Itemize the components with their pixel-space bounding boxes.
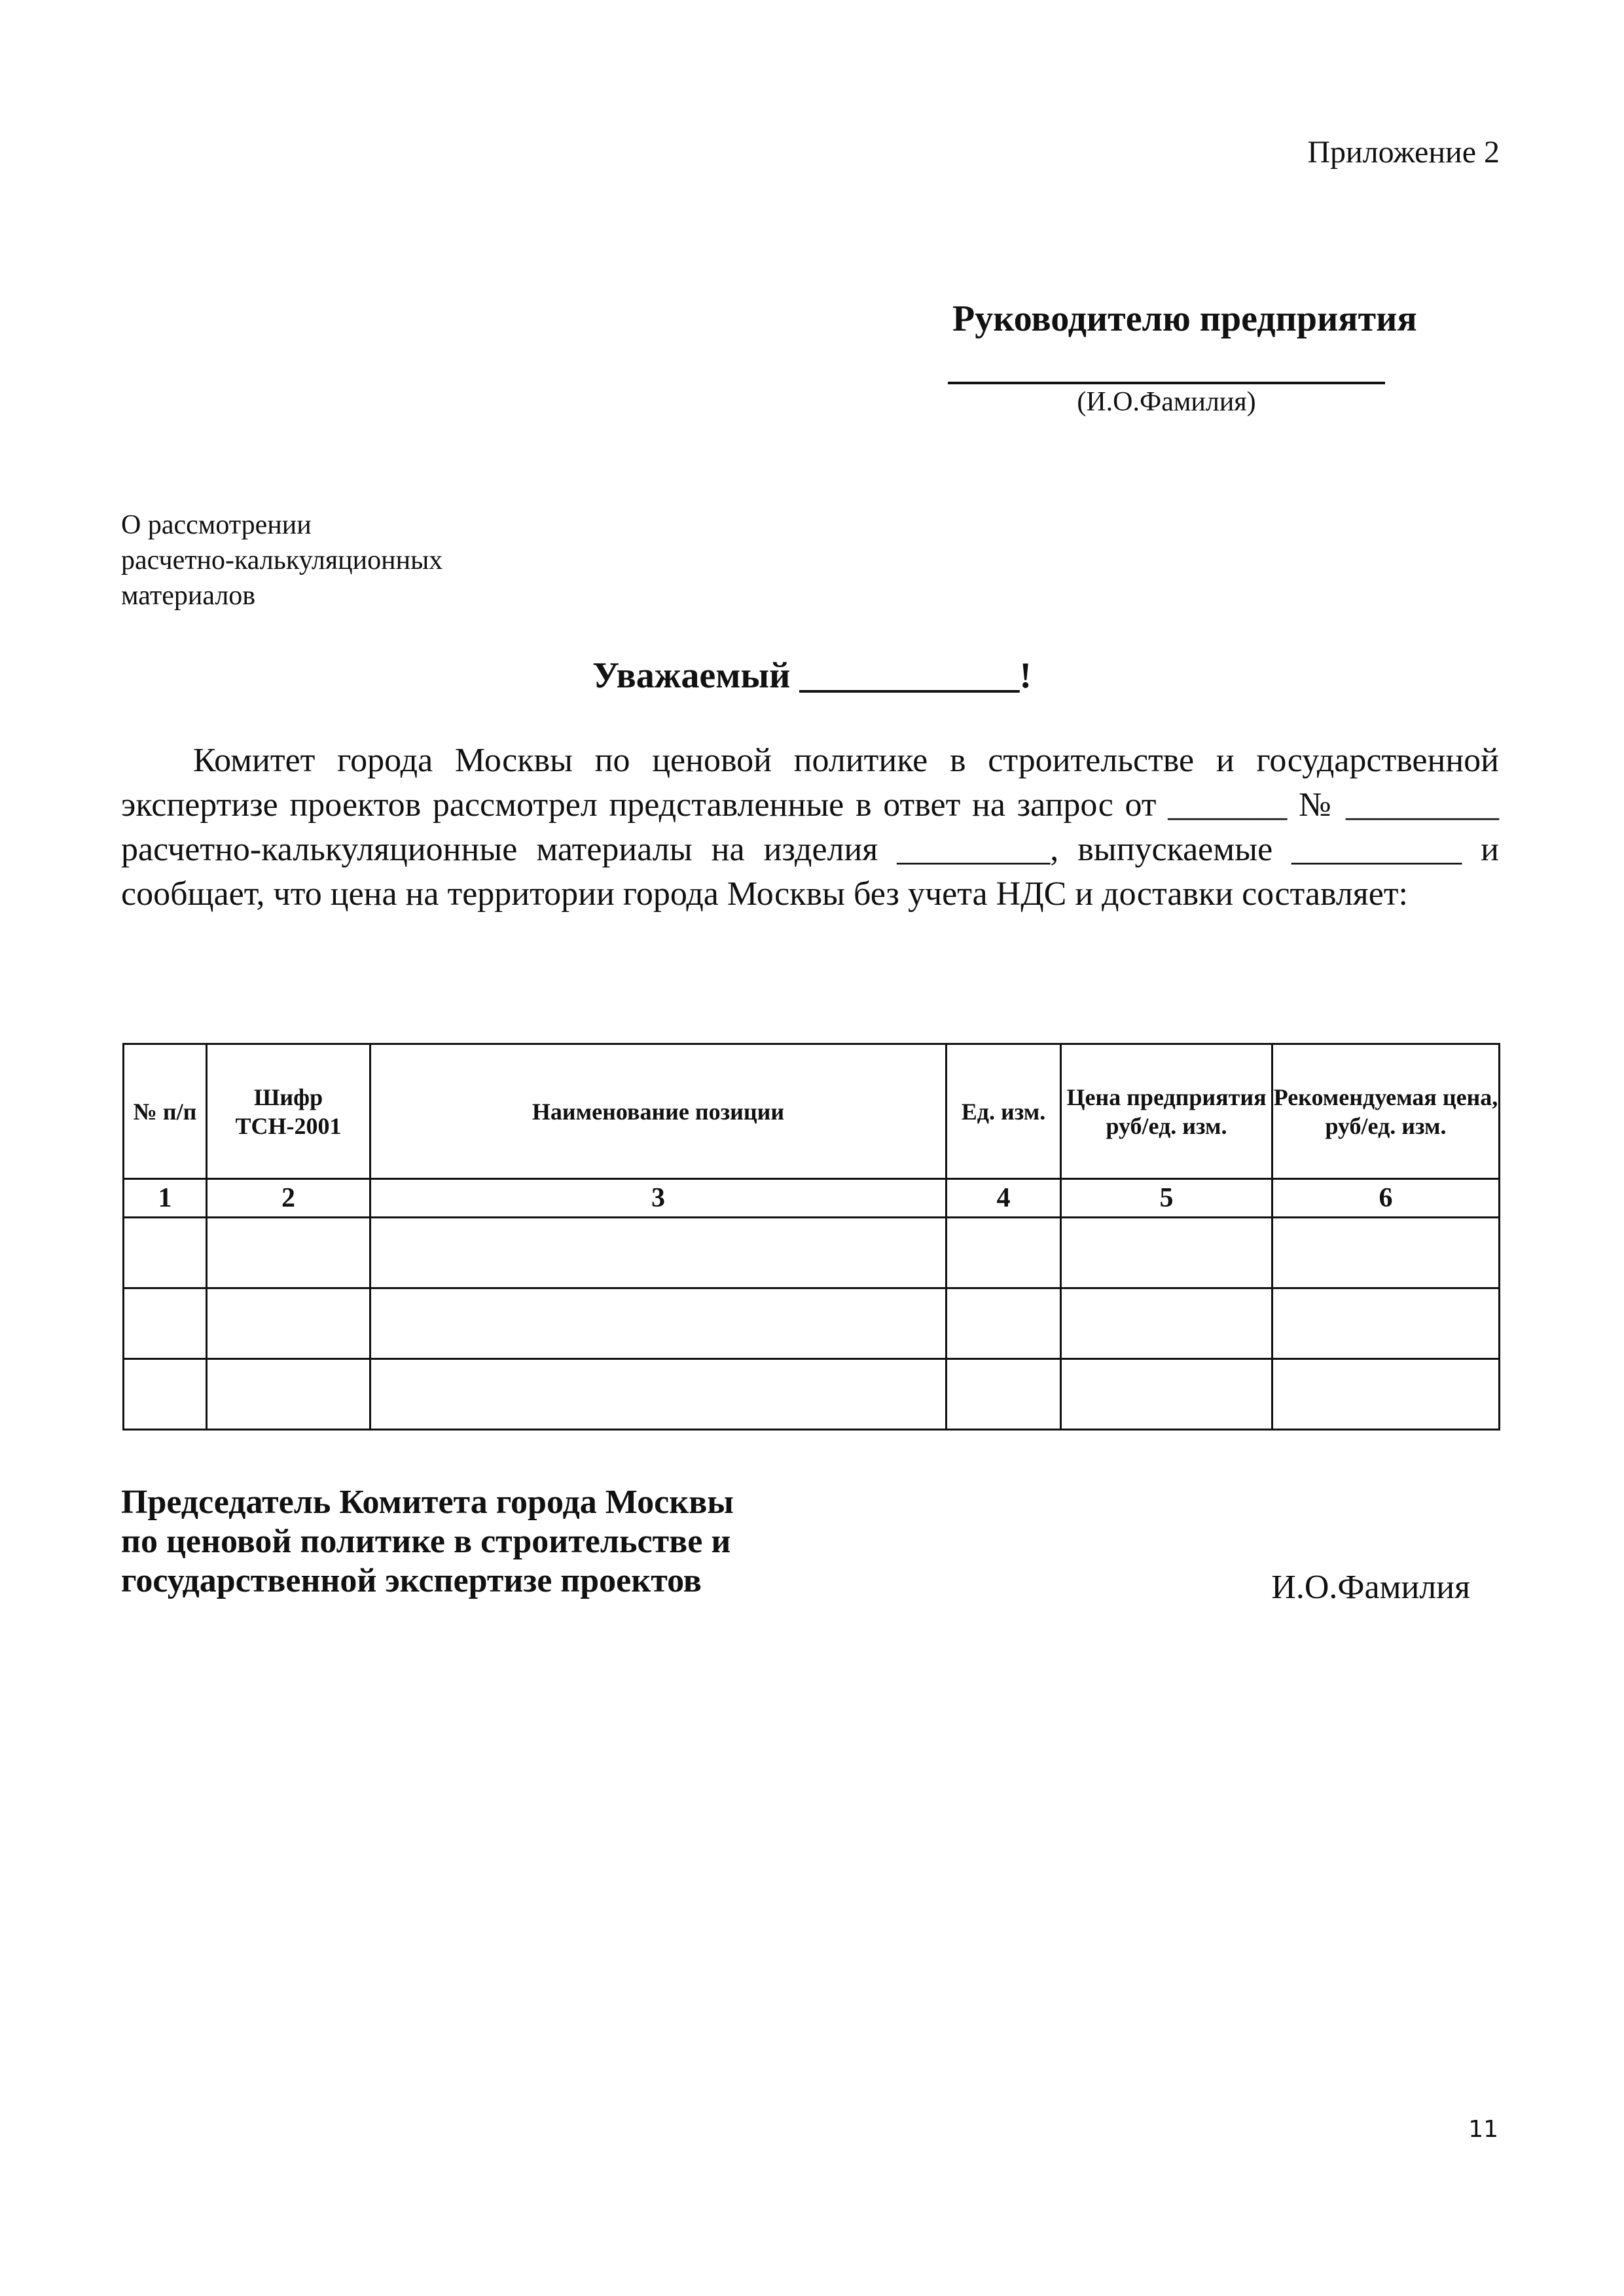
column-number: 5	[1061, 1179, 1272, 1218]
table-cell	[1272, 1218, 1500, 1288]
column-number: 4	[947, 1179, 1061, 1218]
appendix-label: Приложение 2	[1307, 135, 1500, 170]
column-number: 2	[207, 1179, 370, 1218]
subject-line: материалов	[121, 581, 256, 611]
header-code: Шифр ТСН-2001	[207, 1044, 370, 1179]
table-row	[124, 1288, 1500, 1359]
table-cell	[207, 1288, 370, 1359]
body-paragraph: Комитет города Москвы по ценовой политике в строительстве и государственной экспертизе проектов рассмотрел представленные в ответ на запрос от _______ № _________ расчетно-калькуляционные материалы на изделия _________, выпускаемые __________ и сообщает, что цена на территории города Москвы без учета НДС и доставки составляет:	[121, 742, 1499, 913]
table-cell	[1061, 1359, 1272, 1430]
addressee-title: Руководителю предприятия	[952, 299, 1417, 339]
table-header-row	[124, 1044, 1500, 1179]
header-index: № п/п	[124, 1044, 207, 1179]
page-number: 11	[1468, 2116, 1498, 2143]
signature-name: И.О.Фамилия	[1271, 1569, 1470, 1606]
table-cell	[207, 1359, 370, 1430]
table-cell	[370, 1218, 947, 1288]
table-cell	[124, 1218, 207, 1288]
table-cell	[124, 1288, 207, 1359]
subject-line: О рассмотрении	[121, 510, 312, 540]
column-number: 6	[1272, 1179, 1500, 1218]
table-cell	[947, 1359, 1061, 1430]
table-cell	[1061, 1288, 1272, 1359]
addressee-name-hint: (И.О.Фамилия)	[1077, 387, 1256, 417]
header-company-price: Цена предприятия руб/ед. изм.	[1061, 1044, 1272, 1179]
table-cell	[947, 1288, 1061, 1359]
column-number: 3	[370, 1179, 947, 1218]
price-table	[122, 1043, 1500, 1430]
signature-title	[121, 1483, 734, 1601]
subject-line: расчетно-калькуляционных	[121, 545, 443, 575]
signature-title-line: государственной экспертизе проектов	[121, 1562, 702, 1599]
addressee-name-line	[948, 382, 1385, 384]
table-row	[124, 1218, 1500, 1288]
table-cell	[1061, 1218, 1272, 1288]
letter-subject	[121, 507, 442, 613]
header-item-name: Наименование позиции	[370, 1044, 947, 1179]
salutation: Уважаемый ____________!	[592, 655, 1032, 696]
table-cell	[947, 1218, 1061, 1288]
table-cell	[370, 1288, 947, 1359]
column-number-row	[124, 1179, 1500, 1218]
table-cell	[124, 1359, 207, 1430]
column-number: 1	[124, 1179, 207, 1218]
table-cell	[1272, 1359, 1500, 1430]
signature-title-line: Председатель Комитета города Москвы	[121, 1484, 734, 1521]
letter-body	[121, 738, 1499, 917]
header-recommended-price: Рекомендуемая цена, руб/ед. изм.	[1272, 1044, 1500, 1179]
signature-title-line: по ценовой политике в строительстве и	[121, 1523, 731, 1560]
header-unit: Ед. изм.	[947, 1044, 1061, 1179]
table-cell	[207, 1218, 370, 1288]
table-cell	[1272, 1288, 1500, 1359]
table-row	[124, 1359, 1500, 1430]
table-cell	[370, 1359, 947, 1430]
